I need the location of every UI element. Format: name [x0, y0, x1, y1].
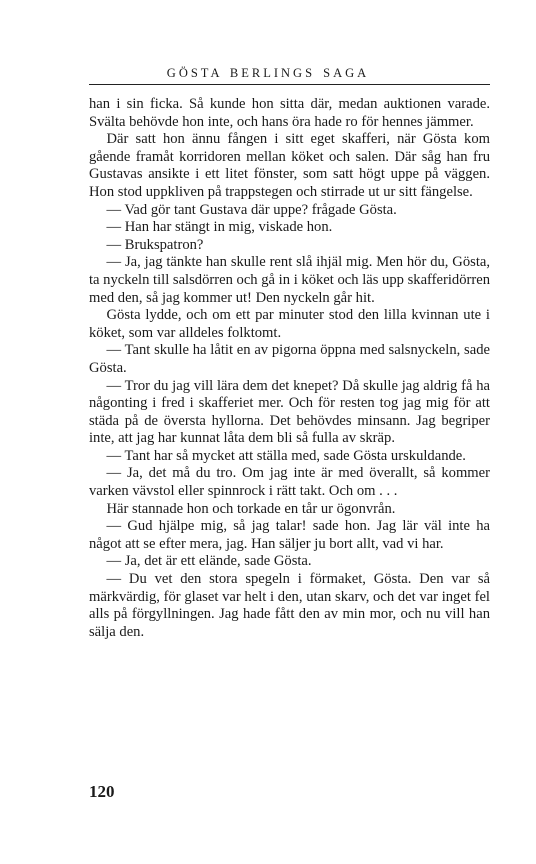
paragraph: — Tant skulle ha låtit en av pigorna öppna med salsnyckeln, sade Gösta.	[89, 342, 490, 376]
paragraph: han i sin ficka. Så kunde hon sitta där, medan auktionen varade. Svälta behövde hon inte, och hans öra hade ro för hennes jämmer.	[89, 96, 490, 130]
paragraph: — Han har stängt in mig, viskade hon.	[106, 219, 333, 236]
paragraph: — Ja, jag tänkte han skulle rent slå ihjäl mig. Men hör du, Gösta, ta nyckeln till salsdörren och gå in i köket och läs upp skafferidörren med den, så jag kommer ut! Den nyckeln går hit.	[89, 254, 490, 306]
paragraph: Här stannade hon och torkade en tår ur ögonvrån.	[106, 500, 396, 517]
paragraph: — Ja, det må du tro. Om jag inte är med överallt, så kommer varken vävstol eller spinnrock i rätt takt. Och om . . .	[89, 465, 490, 500]
paragraph: Gösta lydde, och om ett par minuter stod den lilla kvinnan ute i köket, som var alldeles folktomt.	[89, 307, 490, 341]
header-rule	[89, 84, 490, 85]
body-text	[89, 96, 490, 641]
paragraph: — Gud hjälpe mig, så jag talar! sade hon. Jag lär väl inte ha något att se efter mera, jag. Han säljer ju bort allt, vad vi har.	[89, 518, 490, 552]
paragraph: — Tant har så mycket att ställa med, sade Gösta urskuldande.	[106, 447, 466, 464]
paragraph: — Brukspatron?	[106, 236, 204, 253]
paragraph: Där satt hon ännu fången i sitt eget skafferi, när Gösta kom gående framåt korridoren mellan köket och salen. Där såg han fru Gustavas ansikte i ett litet fönster, som satt högt uppe på väggen. Hon stod uppkliven på trappstegen och stirrade ut ur sitt fängelse.	[89, 131, 490, 200]
running-head: GÖSTA BERLINGS SAGA	[166, 66, 370, 80]
paragraph: — Du vet den stora spegeln i förmaket, Gösta. Den var så märkvärdig, för glaset var helt i den, utan skarv, och det var inget fel alls på förgyllningen. Jag hade fått den av min mor, och nu vill han sälja den.	[89, 571, 490, 640]
paragraph: — Ja, det är ett elände, sade Gösta.	[106, 553, 312, 570]
paragraph: — Vad gör tant Gustava där uppe? frågade Gösta.	[106, 201, 397, 218]
paragraph: — Tror du jag vill lära dem det knepet? Då skulle jag aldrig få ha någonting i fred i skafferiet mer. Och för resten tog jag mig för att städa på de översta hyllorna. Det behövdes minsann. Jag begriper inte, att jag har kunnat låta dem bli så fulla av skräp.	[89, 377, 490, 447]
page-number: 120	[89, 782, 115, 801]
